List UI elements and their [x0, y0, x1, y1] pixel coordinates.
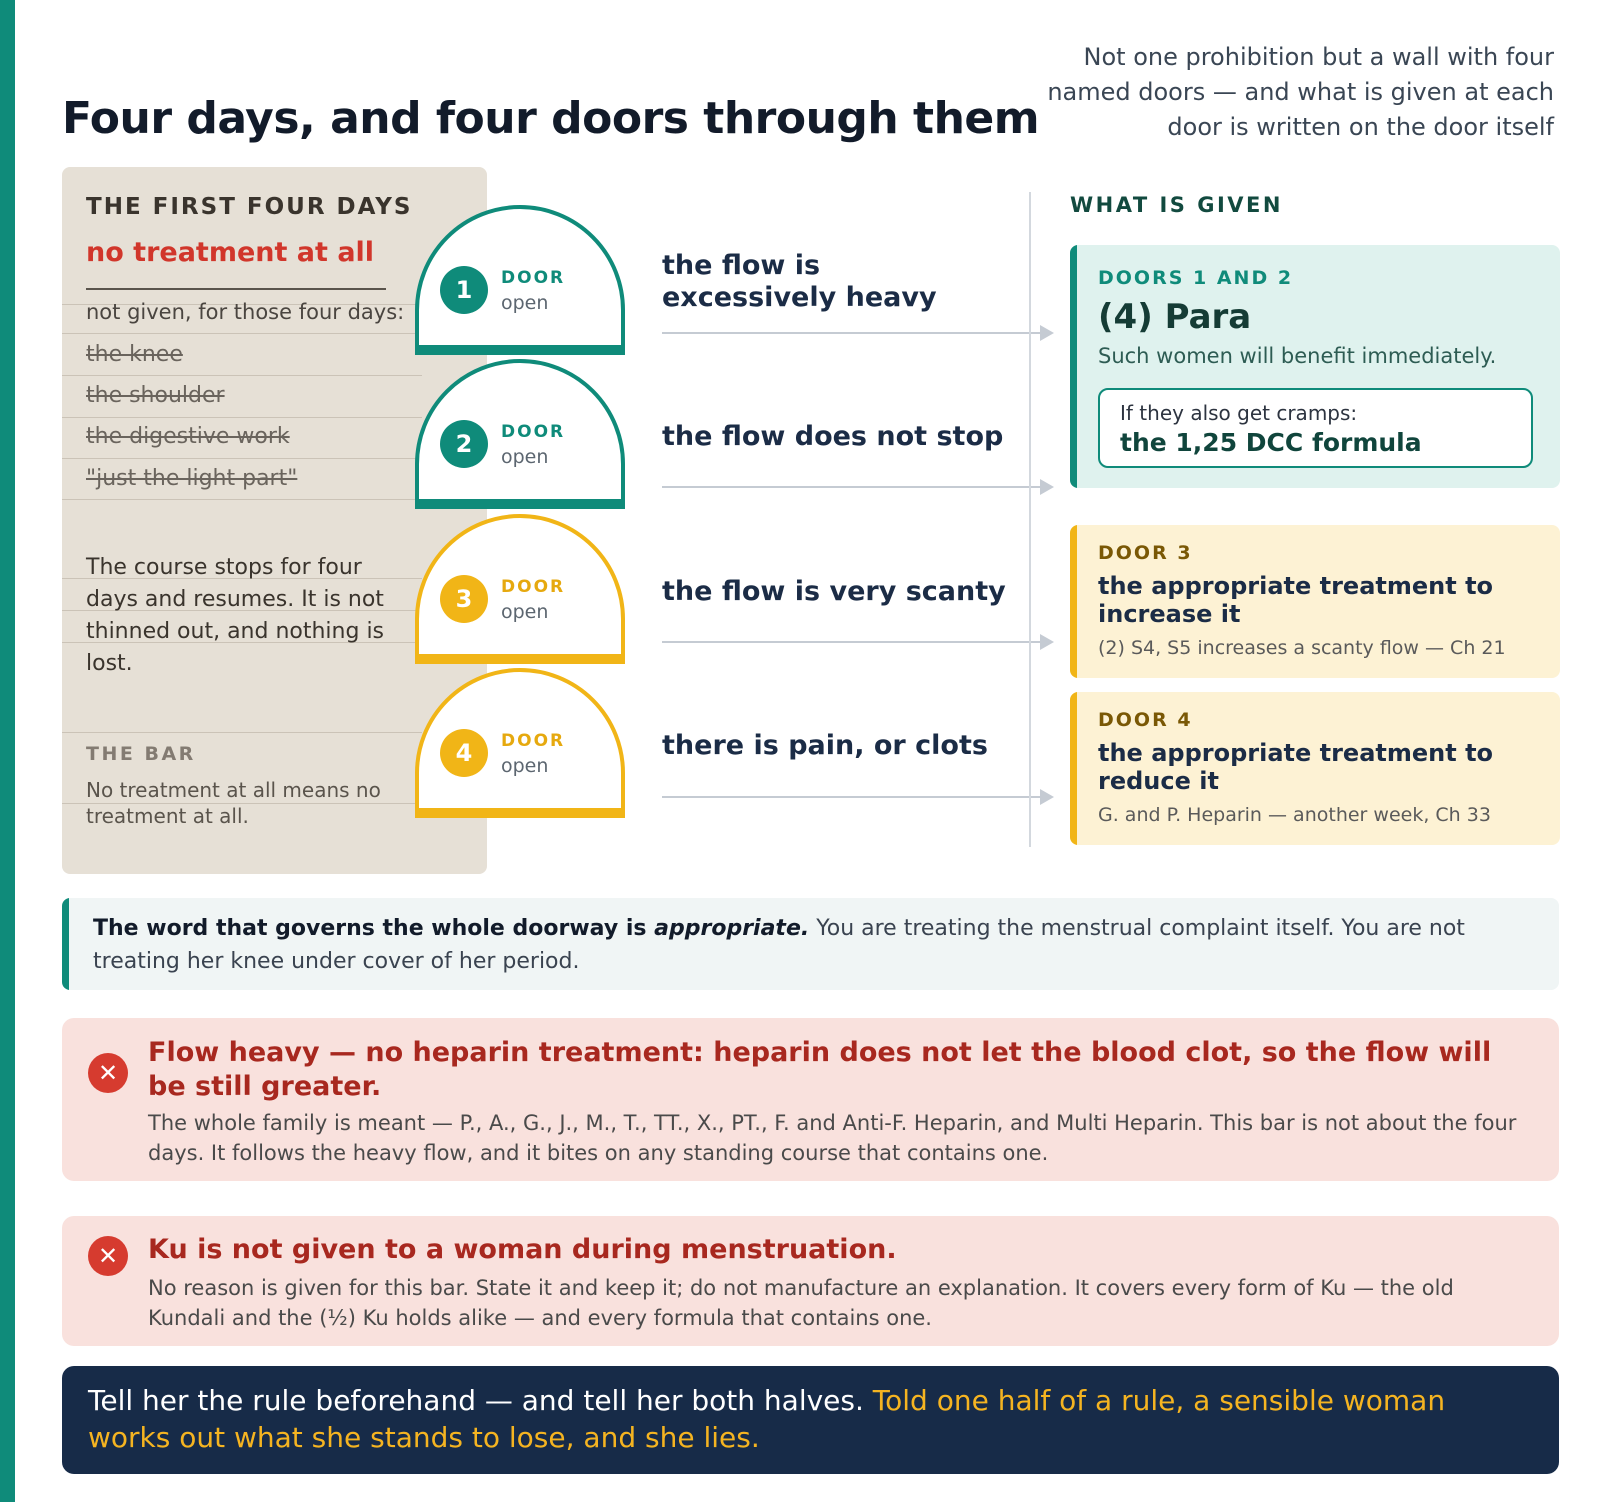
card-note: G. and P. Heparin — another week, Ch 33 [1098, 804, 1491, 826]
divider [62, 333, 422, 334]
card-heading: DOOR 4 [1098, 709, 1193, 731]
x-icon: ✕ [88, 1236, 128, 1276]
card-note: (2) S4, S5 increases a scanty flow — Ch 21 [1098, 637, 1506, 659]
bar-body: No treatment at all means no treatment at all. [86, 778, 381, 828]
card-title: the appropriate treatment to reduce it [1098, 739, 1494, 795]
what-is-given-heading: WHAT IS GIVEN [1070, 193, 1283, 217]
x-icon: ✕ [88, 1053, 128, 1093]
door-1-condition: the flow is excessively heavy [662, 250, 937, 313]
door-2-condition: the flow does not stop [662, 421, 1004, 452]
course-note: The course stops for four days and resumes. It is not thinned out, and nothing is lost. [86, 555, 385, 676]
warning-title: Ku is not given to a woman during menstruation. [148, 1234, 897, 1265]
door-state: open [501, 755, 549, 777]
ku-warning [62, 1216, 1559, 1346]
door-state: open [501, 292, 549, 314]
warning-title: Flow heavy — no heparin treatment: heparin does not let the blood clot, so the flow will be still greater. [148, 1037, 1492, 1102]
card-accent [1070, 245, 1077, 488]
rule-banner [62, 1366, 1559, 1474]
door-label: DOOR [501, 422, 566, 442]
governing-word-note [62, 898, 1559, 990]
note-rest: You are treating the menstrual complaint itself. You are not treating her knee under cover of her period. [93, 916, 1465, 974]
door-3-condition: the flow is very scanty [662, 576, 1006, 607]
struck-item: "just the light part" [86, 466, 298, 491]
door-state: open [501, 446, 549, 468]
page-title: Four days, and four doors through them [62, 93, 1040, 144]
banner-highlight: Told one half of a rule, a sensible woman works out what she stands to lose, and she lies. [88, 1384, 1446, 1454]
card-accent [1070, 692, 1077, 845]
door-1-arrow [662, 332, 1052, 334]
warning-body: No reason is given for this bar. State it and keep it; do not manufacture an explanation. It covers every form of Ku — the old Kundali and the (½) Ku holds alike — and every formula that contains one. [148, 1276, 1454, 1330]
door-4-card [1070, 692, 1560, 845]
door-number: 3 [440, 575, 488, 623]
note-text [93, 912, 1523, 978]
struck-item: the knee [86, 342, 183, 367]
panel-heading: THE FIRST FOUR DAYS [86, 194, 413, 220]
door-4-arrow [662, 796, 1052, 798]
door-state: open [501, 601, 549, 623]
bar-heading: THE BAR [86, 743, 196, 765]
cramps-box [1098, 388, 1533, 468]
door-label: DOOR [501, 577, 566, 597]
door-label: DOOR [501, 731, 566, 751]
divider [62, 458, 422, 459]
struck-item: the shoulder [86, 383, 225, 408]
door-number: 2 [440, 420, 488, 468]
card-heading: DOORS 1 AND 2 [1098, 267, 1294, 289]
divider [62, 417, 422, 418]
divider [62, 499, 422, 500]
note-lead: The word that governs the whole doorway is [93, 916, 655, 941]
not-given-label: not given, for those four days: [86, 300, 405, 324]
door-3-arrow [662, 641, 1052, 643]
door-3-card [1070, 525, 1560, 678]
door-sill [415, 345, 625, 355]
warning-body: The whole family is meant — P., A., G., J., M., T., TT., X., PT., F. and Anti-F. Heparin, and Multi Heparin. This bar is not about the four days. It follows the heavy flow, and it bites on any standing course that contains one. [148, 1111, 1517, 1165]
banner-text [88, 1382, 1528, 1456]
door-number: 1 [440, 266, 488, 314]
door-sill [415, 808, 625, 818]
door-2-arrow [662, 486, 1052, 488]
card-heading: DOOR 3 [1098, 542, 1193, 564]
heparin-warning [62, 1018, 1559, 1181]
page-subtitle: Not one prohibition but a wall with four named doors — and what is given at each door is written on the door itself [1047, 43, 1554, 141]
cramps-formula: the 1,25 DCC formula [1120, 428, 1422, 457]
note-keyword: appropriate. [654, 916, 810, 941]
note-accent [62, 898, 69, 990]
banner-plain: Tell her the rule beforehand — and tell her both halves. [88, 1384, 873, 1417]
divider [62, 732, 422, 733]
door-sill [415, 654, 625, 664]
door-label: DOOR [501, 268, 566, 288]
card-title: the appropriate treatment to increase it [1098, 572, 1494, 628]
doors-1-2-card [1070, 245, 1560, 488]
divider [62, 375, 422, 376]
remedy-note: Such women will benefit immediately. [1098, 344, 1497, 368]
wall-line [1029, 192, 1031, 847]
card-accent [1070, 525, 1077, 678]
headline-underline [86, 288, 386, 290]
struck-item: the digestive work [86, 424, 290, 449]
remedy-name: (4) Para [1098, 297, 1252, 337]
door-number: 4 [440, 729, 488, 777]
accent-stripe [0, 0, 15, 1502]
panel-headline: no treatment at all [86, 237, 375, 268]
cramps-label: If they also get cramps: [1120, 401, 1358, 425]
door-4-condition: there is pain, or clots [662, 730, 988, 761]
door-sill [415, 499, 625, 509]
